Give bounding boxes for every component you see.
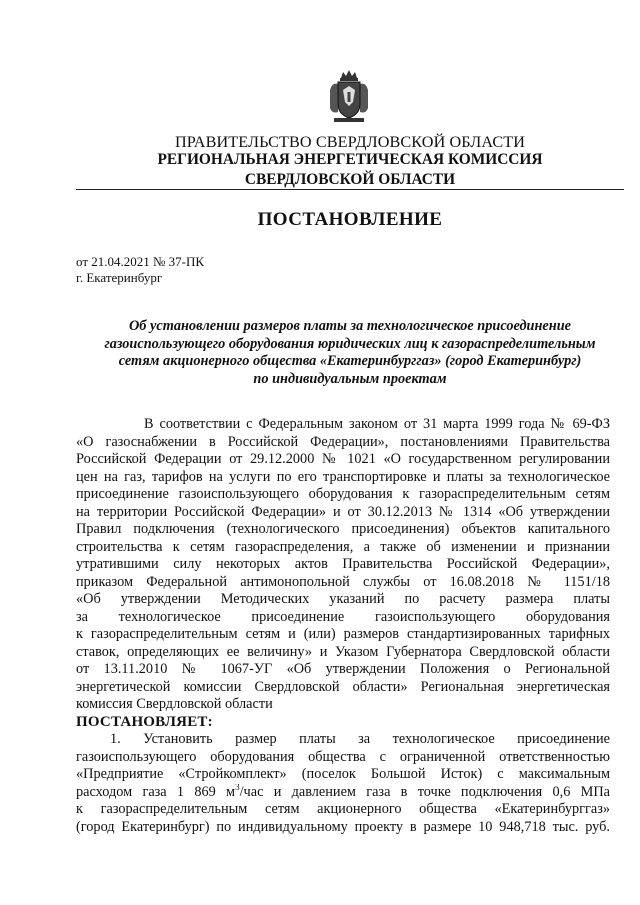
preamble-line: комиссия Свердловской области	[76, 696, 273, 712]
preamble-line: Российской Федерации от 29.12.2000 № 1021 «О государственном регулировании	[76, 451, 610, 467]
document-type: ПОСТАНОВЛЕНИЕ	[257, 209, 443, 230]
item1-line: 1. Установить размер платы за технологическое присоединение	[110, 731, 610, 747]
preamble-line: В соответствии с Федеральным законом от 31 марта 1999 года № 69-ФЗ	[144, 416, 610, 432]
preamble-line: на территории Российской Федерации» и от 30.12.2013 № 1314 «Об утверждении	[76, 503, 610, 520]
preamble-line: «Об утверждении Методических указаний по расчету размера платы	[76, 591, 610, 607]
title-line: Об установлении размеров платы за технологическое присоединение	[128, 318, 572, 334]
document-body	[76, 416, 610, 836]
preamble-line: строительства к сетям газораспределения, а также об изменении и признании	[76, 538, 610, 555]
item1-line: к газораспределительным сетям акционерного общества «Екатеринбурггаз»	[76, 801, 610, 817]
document-date-number: от 21.04.2021 № 37-ПК	[76, 254, 205, 269]
document-city: г. Екатеринбург	[76, 270, 163, 285]
item1-line: газоиспользующего оборудования общества с ограниченной ответственностью	[76, 748, 610, 765]
preamble-line: утратившими силу некоторых актов Правительства Российской Федерации»,	[76, 556, 610, 572]
commission-name-line2: СВЕРДЛОВСКОЙ ОБЛАСТИ	[244, 171, 456, 188]
preamble-line: цен на газ, тарифов на услуги по его транспортировке и платы за технологическое	[76, 468, 610, 485]
preamble-line: за технологическое присоединение газоиспользующего оборудования	[76, 608, 610, 625]
flow-unit-superscript: 3	[235, 783, 240, 792]
preamble-line: «О газоснабжении в Российской Федерации», постановлениями Правительства	[76, 433, 610, 450]
preamble-line: от 13.11.2010 № 1067-УГ «Об утверждении Положения о Региональной	[76, 661, 610, 677]
preamble-line: ставок, определяющих ее величину» и Указом Губернатора Свердловской области	[76, 643, 610, 660]
title-line: по индивидуальным проектам	[253, 370, 447, 387]
header-divider	[76, 189, 624, 190]
title-line: газоиспользующего оборудования юридических лиц к газораспределительным	[104, 335, 596, 352]
decision-word: ПОСТАНОВЛЯЕТ:	[76, 713, 213, 730]
preamble-line: энергетической комиссии Свердловской области» Региональная энергетическая	[76, 678, 610, 695]
coat-of-arms-icon	[328, 68, 370, 124]
commission-name-line1: РЕГИОНАЛЬНАЯ ЭНЕРГЕТИЧЕСКАЯ КОМИССИЯ	[157, 151, 543, 168]
item1-line: (город Екатеринбург) по индивидуальному проекту в размере 10 948,718 тыс. руб.	[76, 818, 610, 835]
flow-prefix: расходом газа 1 869 м	[76, 783, 236, 800]
preamble-line: присоединение газоиспользующего оборудования к газораспределительным сетям	[76, 486, 610, 502]
item1-line: «Предприятие «Стройкомплект» (поселок Большой Исток) с максимальным	[76, 766, 610, 782]
preamble-line: Правил подключения (технологического присоединения) объектов капитального	[76, 521, 610, 537]
flow-suffix: /час и давлением газа в точке подключения 0,6 МПа	[239, 783, 610, 800]
preamble-line: к газораспределительным сетям и (или) размеров стандартизированных тарифных	[76, 626, 610, 642]
document-title	[90, 318, 610, 388]
preamble-line: приказом Федеральной антимонопольной службы от 16.08.2018 № 1151/18	[76, 573, 610, 590]
item1-flow-line	[76, 784, 610, 802]
title-line: сетям акционерного общества «Екатеринбурггаз» (город Екатеринбург)	[118, 353, 582, 369]
government-name: ПРАВИТЕЛЬСТВО СВЕРДЛОВСКОЙ ОБЛАСТИ	[174, 133, 526, 151]
